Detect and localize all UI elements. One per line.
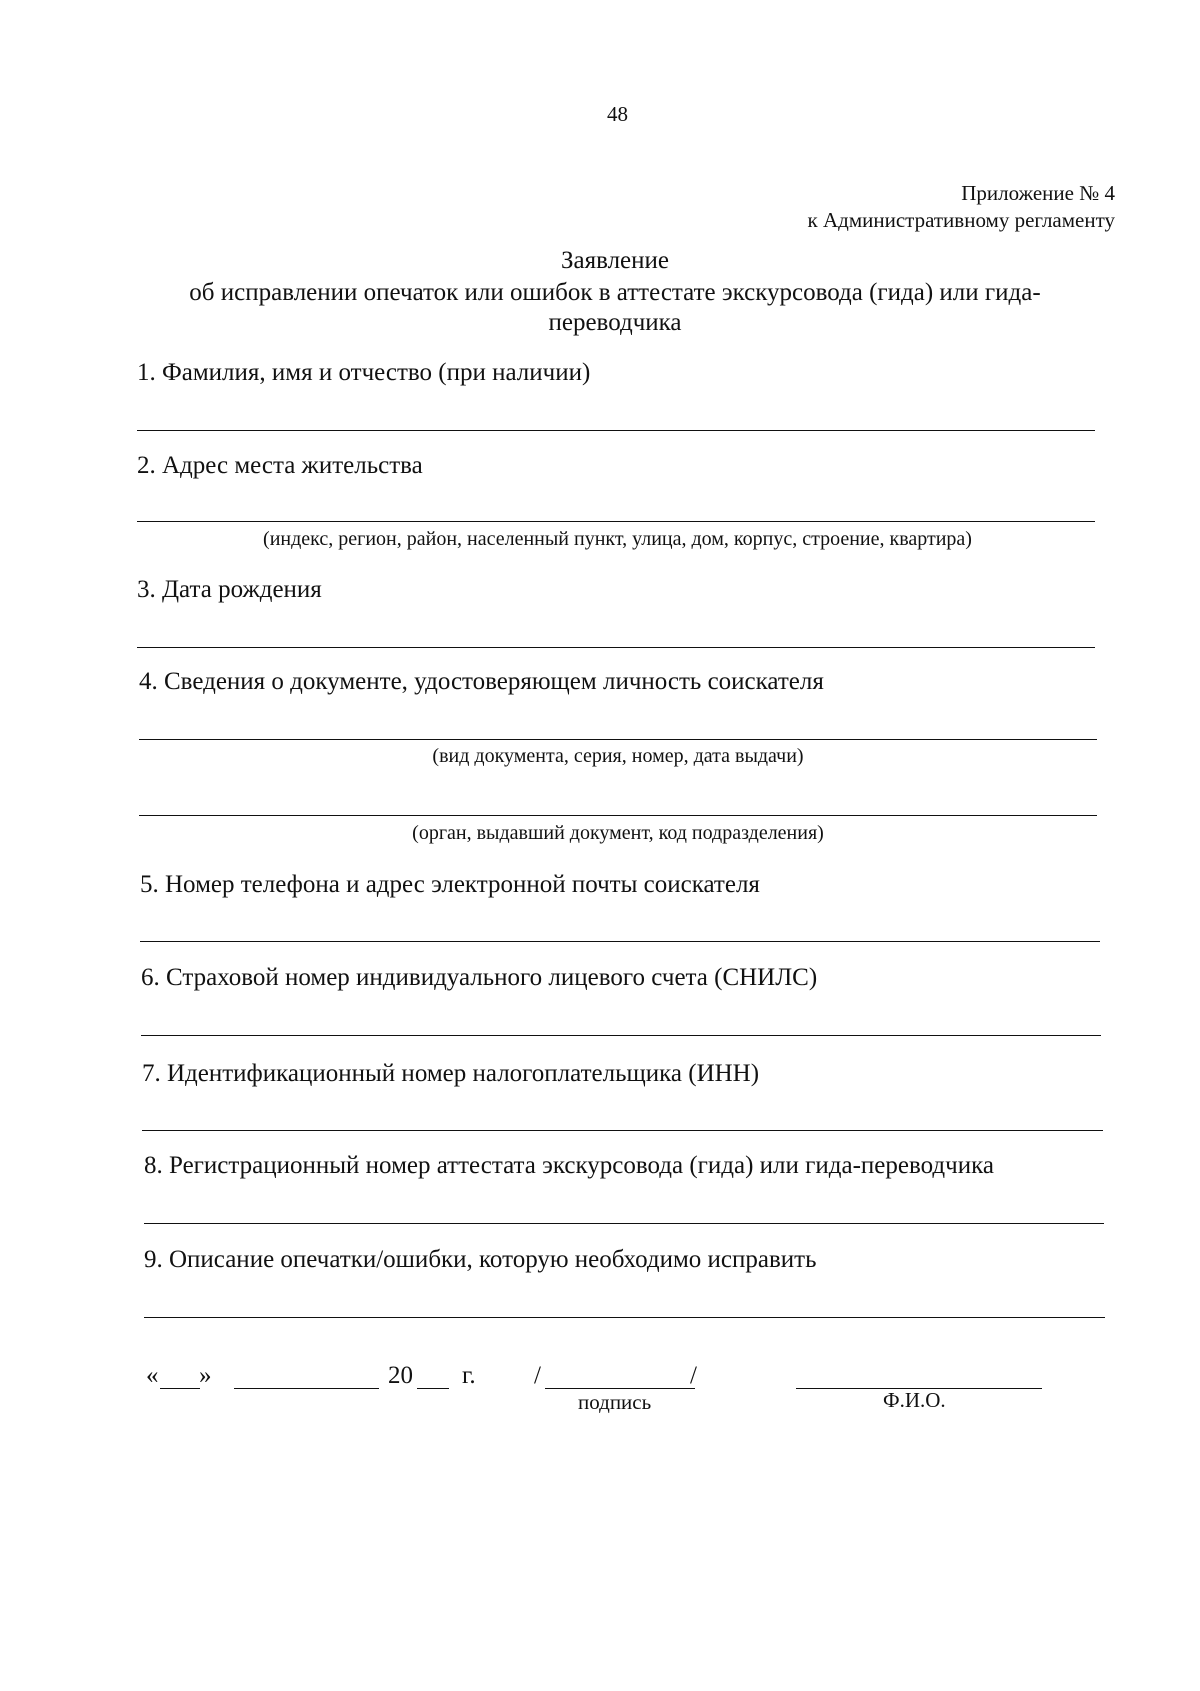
field-6-label: 6. Страховой номер индивидуального лицевого счета (СНИЛС)	[141, 964, 818, 991]
field-4-hint-2: (орган, выдавший документ, код подразделения)	[412, 822, 824, 844]
field-8-label: 8. Регистрационный номер аттестата экскурсовода (гида) или гида-переводчика	[144, 1152, 994, 1179]
field-2-label: 2. Адрес места жительства	[137, 452, 423, 479]
signature-slash-right: /	[690, 1362, 697, 1389]
field-5-line[interactable]	[140, 941, 1100, 942]
date-year-prefix: 20	[388, 1362, 413, 1389]
field-4-label: 4. Сведения о документе, удостоверяющем личность соискателя	[139, 668, 824, 695]
field-5-label: 5. Номер телефона и адрес электронной почты соискателя	[140, 871, 760, 898]
date-year-suffix: г.	[462, 1362, 476, 1389]
field-2-hint: (индекс, регион, район, населенный пункт, улица, дом, корпус, строение, квартира)	[263, 528, 972, 550]
field-9-line[interactable]	[144, 1317, 1105, 1318]
field-9-label: 9. Описание опечатки/ошибки, которую необходимо исправить	[144, 1246, 817, 1273]
signature-label: подпись	[578, 1390, 652, 1414]
field-7-line[interactable]	[142, 1130, 1103, 1131]
field-3-label: 3. Дата рождения	[137, 576, 322, 603]
date-month-line[interactable]	[234, 1388, 379, 1389]
page-number: 48	[607, 102, 628, 126]
field-1-line[interactable]	[137, 430, 1095, 431]
field-3-line[interactable]	[137, 647, 1095, 648]
date-day-line[interactable]	[160, 1388, 200, 1389]
field-1-label: 1. Фамилия, имя и отчество (при наличии)	[137, 359, 591, 386]
date-quote-close: »	[199, 1362, 212, 1389]
field-2-line[interactable]	[137, 521, 1095, 522]
field-4-line[interactable]	[139, 739, 1097, 740]
document-subtitle-line-2: переводчика	[548, 309, 682, 336]
appendix-line-1: Приложение № 4	[961, 181, 1115, 205]
date-year-line[interactable]	[417, 1388, 449, 1389]
date-quote-open: «	[146, 1362, 159, 1389]
document-title: Заявление	[560, 247, 670, 274]
signature-slash-left: /	[534, 1362, 541, 1389]
appendix-line-2: к Административному регламенту	[807, 208, 1115, 232]
name-label: Ф.И.О.	[883, 1388, 946, 1412]
field-7-label: 7. Идентификационный номер налогоплательщика (ИНН)	[142, 1060, 760, 1087]
field-6-line[interactable]	[141, 1035, 1101, 1036]
field-8-line[interactable]	[144, 1223, 1104, 1224]
field-4-line-2[interactable]	[139, 815, 1097, 816]
document-subtitle-line-1: об исправлении опечаток или ошибок в аттестате экскурсовода (гида) или гида-	[189, 279, 1041, 306]
signature-line[interactable]	[545, 1388, 695, 1389]
field-4-hint: (вид документа, серия, номер, дата выдачи)	[432, 745, 804, 767]
